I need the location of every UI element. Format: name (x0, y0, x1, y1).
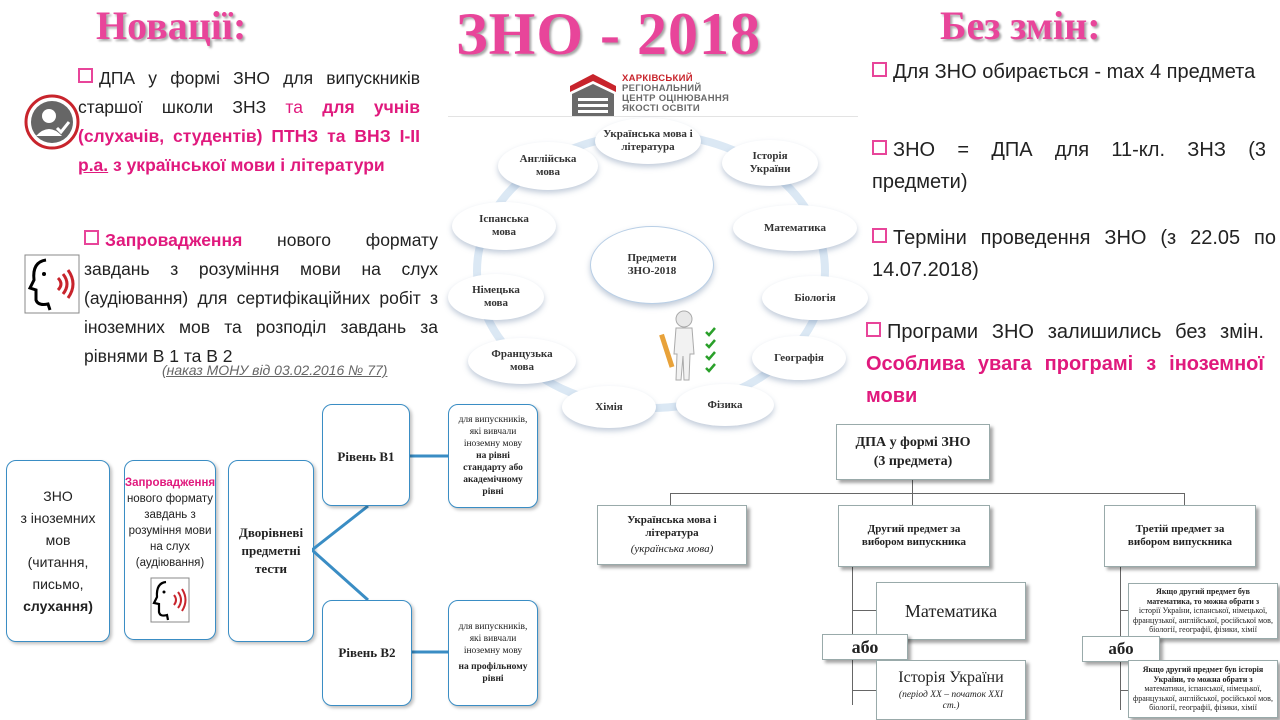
foreign-zno-line-1: ЗНО (43, 488, 73, 504)
bullet-icon (872, 62, 887, 77)
subject-english (498, 142, 598, 190)
logo-line-4: ЯКОСТІ ОСВІТИ (622, 103, 701, 114)
level-b2-desc-a: для випускників, які вивчали іноземну мову (458, 622, 528, 656)
subject-physics-label: Фізика (707, 398, 743, 411)
dpa-note-2-head: Якщо другий предмет був історія України, то можна обрати з (1142, 665, 1264, 684)
header-left: Новації: (96, 3, 247, 48)
dpa-third-box (1104, 505, 1256, 567)
subject-ukr-label: Українська мова і література (603, 128, 693, 153)
dpa-down-left (670, 493, 671, 505)
logo (568, 72, 738, 118)
dpa-down-right (1184, 493, 1185, 505)
nochange-item-3 (872, 222, 1276, 286)
level-b2-desc-box (448, 600, 538, 706)
subject-history-label: Історія України (749, 150, 791, 175)
nochange-3-text: Терміни проведення ЗНО (з 22.05 по 14.07.2018) (872, 227, 1276, 281)
dpa-right-to-note2 (1120, 690, 1128, 691)
novation-1-text-e: з української мови і літератури (108, 155, 385, 175)
level-b1-desc-b: на рівні стандарту або академічному рівні (463, 451, 523, 497)
dpa-hist-sublabel: (період ХХ – початок ХХІ ст.) (898, 689, 1004, 711)
subject-chemistry-label: Хімія (595, 400, 623, 413)
nochange-item-4 (866, 316, 1264, 412)
bullet-icon (866, 322, 881, 337)
subject-spanish-label: Іспанська мова (479, 213, 529, 238)
novation-1-text-a: ДПА у формі ЗНО для випускників старшої школи ЗНЗ (78, 68, 420, 117)
subject-ring-top-edge (448, 116, 858, 117)
dpa-down-mid (912, 493, 913, 505)
novation-1-text-b: та (285, 97, 323, 117)
dpa-or-2-box (1082, 636, 1160, 662)
dpa-note-2-box (1128, 660, 1278, 718)
foreign-intro-box (124, 460, 216, 640)
header-center: ЗНО - 2018 (456, 1, 761, 67)
subject-german (448, 274, 544, 320)
novation-item-2 (84, 226, 438, 371)
dpa-ukr-sublabel: (українська мова) (630, 543, 714, 555)
subject-ukr (595, 118, 701, 164)
level-b2-desc-b: на профільному рівні (458, 662, 528, 684)
dpa-math-label: Математика (904, 600, 998, 621)
dpa-second-label: Другий предмет за вибором випускника (861, 523, 967, 548)
two-level-tests-box (228, 460, 314, 642)
dpa-or-1-box (822, 634, 908, 660)
subject-biology-label: Біологія (794, 291, 836, 304)
dpa-or-1-label: або (851, 636, 879, 657)
nochange-4-text-a: Програми ЗНО залишились без змін. (887, 321, 1264, 343)
subject-spanish (452, 202, 556, 250)
dpa-horizontal (670, 493, 1184, 494)
subject-french (468, 338, 576, 384)
subject-french-label: Французька мова (491, 348, 553, 373)
checklist-figure-icon (656, 310, 720, 384)
subjects-center-label: Предмети ЗНО-2018 (627, 252, 677, 277)
dpa-note-1-box (1128, 583, 1278, 639)
dpa-vertical-root (912, 478, 913, 494)
foreign-zno-line-4: слухання) (23, 598, 93, 614)
dpa-math-box (876, 582, 1026, 640)
dpa-ukr-label: Українська мова і література (627, 514, 717, 539)
logo-mark-icon (568, 72, 618, 118)
level-b2-box (322, 600, 412, 706)
subject-chemistry (562, 386, 656, 428)
dpa-third-label: Третій предмет за вибором випускника (1127, 523, 1233, 548)
dpa-or-2-label: або (1108, 639, 1134, 658)
person-check-icon (24, 94, 80, 150)
logo-line-1: ХАРКІВСЬКИЙ (622, 73, 693, 84)
listening-head-icon (24, 254, 80, 314)
logo-line-3: ЦЕНТР ОЦІНЮВАННЯ (622, 93, 730, 104)
novation-2-text-b: нового формату завдань з розуміння мови на слух (аудіювання) для сертифікаційних робіт з іноземних мов та розподіл завдань за рівнями В 1 та В 2 (84, 230, 438, 366)
two-level-tests-label: Дворівневі предметні тести (238, 525, 304, 576)
order-reference: (наказ МОНУ від 03.02.2016 № 77) (162, 362, 388, 378)
novation-2-text-a: Запровадження (105, 230, 243, 250)
listening-head-small-icon (150, 577, 190, 623)
novation-item-1 (78, 64, 420, 180)
bullet-icon (78, 68, 93, 83)
dpa-note-2-body: математики, іспанської, німецької, французької, англійської, російської мов, біології, географії, фізики, хімії (1133, 684, 1273, 713)
dpa-note-1-head: Якщо другий предмет був математика, то можна обрати з (1146, 587, 1260, 606)
foreign-zno-line-2: з іноземних мов (20, 510, 96, 548)
foreign-intro-text-b: нового формату завдань з розуміння мови на слух (аудіювання) (126, 493, 214, 569)
bullet-icon (84, 230, 99, 245)
bullet-icon (872, 228, 887, 243)
dpa-root-box (836, 424, 990, 480)
level-b2-label: Рівень В2 (338, 645, 396, 660)
level-b1-box (322, 404, 410, 506)
subject-math-label: Математика (764, 221, 826, 234)
foreign-zno-line-3: (читання, письмо, (27, 554, 89, 592)
subject-geography-label: Географія (774, 351, 824, 364)
dpa-ukr-box (597, 505, 747, 565)
dpa-right-to-note1 (1120, 610, 1128, 611)
dpa-mid-to-hist (852, 690, 876, 691)
logo-line-2: РЕГІОНАЛЬНИЙ (622, 83, 702, 94)
nochange-item-2 (872, 134, 1266, 198)
nochange-item-1 (872, 56, 1266, 88)
nochange-1-text: Для ЗНО обирається - max 4 предмета (893, 61, 1256, 83)
dpa-second-box (838, 505, 990, 567)
subject-history (722, 140, 818, 186)
level-b1-desc-a: для випускників, які вивчали іноземну мову (458, 415, 528, 449)
subject-geography (752, 336, 846, 380)
subject-math (733, 205, 857, 251)
subject-physics (676, 384, 774, 426)
dpa-hist-label: Історія України (898, 668, 1004, 686)
level-b1-desc-box (448, 404, 538, 508)
dpa-root-label: ДПА у формі ЗНО (3 предмета) (855, 435, 971, 469)
dpa-hist-box (876, 660, 1026, 720)
subject-english-label: Англійська мова (519, 153, 577, 178)
bullet-icon (872, 140, 887, 155)
subjects-center (590, 226, 714, 304)
dpa-mid-to-math (852, 610, 876, 611)
level-b1-label: Рівень В1 (337, 449, 395, 464)
nochange-2-text: ЗНО = ДПА для 11-кл. ЗНЗ (3 предмети) (872, 139, 1266, 193)
foreign-zno-box (6, 460, 110, 642)
subject-biology (762, 276, 868, 320)
header-right: Без змін: (940, 3, 1101, 48)
novation-1-text-d: р.а. (78, 155, 109, 175)
foreign-intro-text-a: Запровадження (124, 477, 216, 489)
dpa-note-1-body: історії України, іспанської, німецької, французької, англійської, російської мов, біології, географії, фізики, хімії (1133, 606, 1273, 635)
subject-german-label: Німецька мова (472, 284, 520, 309)
nochange-4-text-b: Особлива увага програмі з іноземної мови (866, 353, 1264, 407)
novation-1-text-c: для учнів (слухачів, студентів) ПТНЗ та ВНЗ І-ІІ (78, 97, 421, 146)
